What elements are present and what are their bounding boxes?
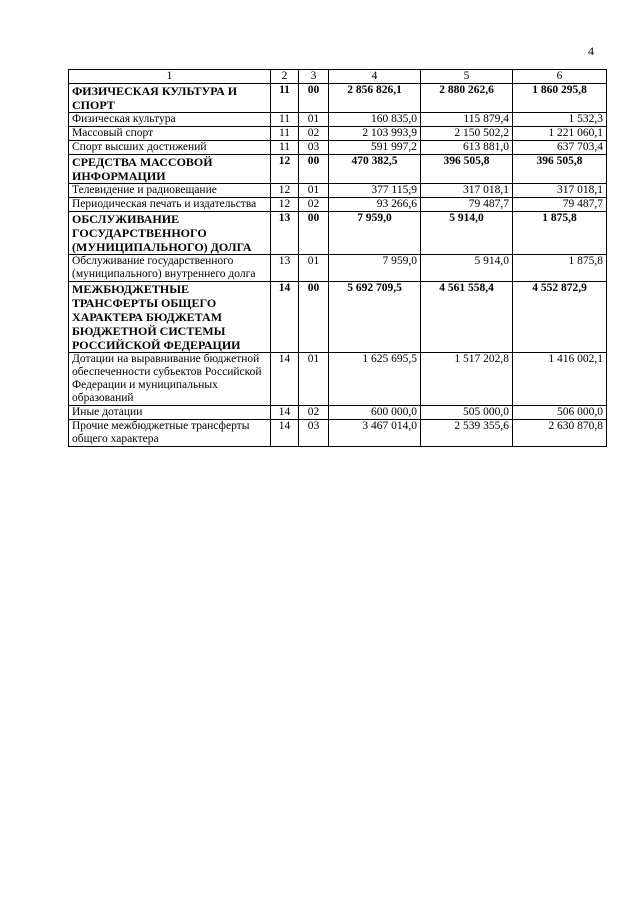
row-subsection-code: 02 <box>299 198 329 212</box>
budget-table <box>68 69 607 447</box>
row-subsection-code: 00 <box>299 282 329 353</box>
table-row <box>69 255 607 282</box>
row-subsection-code: 02 <box>299 406 329 420</box>
row-section-code: 13 <box>271 255 299 282</box>
row-name: Обслуживание государственного (муниципального) внутреннего долга <box>69 255 271 282</box>
row-value-1: 3 467 014,0 <box>329 420 421 447</box>
row-value-1: 377 115,9 <box>329 184 421 198</box>
row-value-3: 2 630 870,8 <box>513 420 607 447</box>
row-value-2: 1 517 202,8 <box>421 353 513 406</box>
row-name: МЕЖБЮДЖЕТНЫЕ ТРАНСФЕРТЫ ОБЩЕГО ХАРАКТЕРА БЮДЖЕТАМ БЮДЖЕТНОЙ СИСТЕМЫ РОССИЙСКОЙ ФЕДЕРАЦИИ <box>69 282 271 353</box>
row-name: Прочие межбюджетные трансферты общего характера <box>69 420 271 447</box>
row-value-2: 115 879,4 <box>421 113 513 127</box>
table-row-section <box>69 212 607 255</box>
row-name: Массовый спорт <box>69 127 271 141</box>
row-subsection-code: 02 <box>299 127 329 141</box>
row-name: ОБСЛУЖИВАНИЕ ГОСУДАРСТВЕННОГО (МУНИЦИПАЛЬНОГО) ДОЛГА <box>69 212 271 255</box>
row-section-code: 13 <box>271 212 299 255</box>
row-section-code: 12 <box>271 184 299 198</box>
row-value-1: 600 000,0 <box>329 406 421 420</box>
row-value-3: 637 703,4 <box>513 141 607 155</box>
row-value-2: 2 880 262,6 <box>421 84 513 113</box>
table-row-section <box>69 282 607 353</box>
row-subsection-code: 01 <box>299 353 329 406</box>
page-number: 4 <box>588 44 594 58</box>
row-section-code: 12 <box>271 155 299 184</box>
row-section-code: 11 <box>271 84 299 113</box>
row-section-code: 11 <box>271 141 299 155</box>
row-name: Физическая культура <box>69 113 271 127</box>
row-name: Иные дотации <box>69 406 271 420</box>
row-name: Периодическая печать и издательства <box>69 198 271 212</box>
header-cell: 4 <box>329 70 421 84</box>
row-value-1: 591 997,2 <box>329 141 421 155</box>
header-cell: 2 <box>271 70 299 84</box>
row-value-2: 5 914,0 <box>421 255 513 282</box>
row-name: Дотации на выравнивание бюджетной обеспеченности субъектов Российской Федерации и муниципальных образований <box>69 353 271 406</box>
row-value-3: 1 875,8 <box>513 255 607 282</box>
row-name: Спорт высших достижений <box>69 141 271 155</box>
row-value-2: 79 487,7 <box>421 198 513 212</box>
row-name: СРЕДСТВА МАССОВОЙ ИНФОРМАЦИИ <box>69 155 271 184</box>
row-section-code: 14 <box>271 406 299 420</box>
row-value-2: 2 150 502,2 <box>421 127 513 141</box>
table-row <box>69 184 607 198</box>
row-value-3: 1 875,8 <box>513 212 607 255</box>
row-value-3: 79 487,7 <box>513 198 607 212</box>
row-section-code: 14 <box>271 353 299 406</box>
row-value-1: 160 835,0 <box>329 113 421 127</box>
row-value-1: 470 382,5 <box>329 155 421 184</box>
row-subsection-code: 00 <box>299 84 329 113</box>
table-row <box>69 420 607 447</box>
row-name: Телевидение и радиовещание <box>69 184 271 198</box>
row-value-3: 1 416 002,1 <box>513 353 607 406</box>
row-value-1: 7 959,0 <box>329 212 421 255</box>
table-row <box>69 406 607 420</box>
row-value-1: 7 959,0 <box>329 255 421 282</box>
row-value-2: 505 000,0 <box>421 406 513 420</box>
row-value-1: 2 103 993,9 <box>329 127 421 141</box>
header-cell: 1 <box>69 70 271 84</box>
row-name: ФИЗИЧЕСКАЯ КУЛЬТУРА И СПОРТ <box>69 84 271 113</box>
header-cell: 5 <box>421 70 513 84</box>
row-value-3: 1 221 060,1 <box>513 127 607 141</box>
row-section-code: 14 <box>271 420 299 447</box>
row-value-2: 5 914,0 <box>421 212 513 255</box>
row-value-1: 5 692 709,5 <box>329 282 421 353</box>
row-section-code: 12 <box>271 198 299 212</box>
row-section-code: 11 <box>271 113 299 127</box>
row-value-2: 317 018,1 <box>421 184 513 198</box>
row-value-3: 4 552 872,9 <box>513 282 607 353</box>
row-value-1: 2 856 826,1 <box>329 84 421 113</box>
header-cell: 6 <box>513 70 607 84</box>
row-value-1: 1 625 695,5 <box>329 353 421 406</box>
row-subsection-code: 00 <box>299 212 329 255</box>
table-row <box>69 198 607 212</box>
row-subsection-code: 01 <box>299 113 329 127</box>
row-value-2: 4 561 558,4 <box>421 282 513 353</box>
row-value-3: 396 505,8 <box>513 155 607 184</box>
table-row-section <box>69 155 607 184</box>
table-row-section <box>69 84 607 113</box>
row-value-3: 1 860 295,8 <box>513 84 607 113</box>
row-value-3: 1 532,3 <box>513 113 607 127</box>
table-row <box>69 141 607 155</box>
row-subsection-code: 01 <box>299 255 329 282</box>
row-value-2: 613 881,0 <box>421 141 513 155</box>
row-value-1: 93 266,6 <box>329 198 421 212</box>
row-value-2: 2 539 355,6 <box>421 420 513 447</box>
row-subsection-code: 01 <box>299 184 329 198</box>
row-subsection-code: 03 <box>299 420 329 447</box>
table-row <box>69 127 607 141</box>
row-value-3: 506 000,0 <box>513 406 607 420</box>
table-row <box>69 353 607 406</box>
table-header-row <box>69 70 607 84</box>
header-cell: 3 <box>299 70 329 84</box>
row-section-code: 14 <box>271 282 299 353</box>
row-subsection-code: 00 <box>299 155 329 184</box>
table-row <box>69 113 607 127</box>
row-subsection-code: 03 <box>299 141 329 155</box>
row-section-code: 11 <box>271 127 299 141</box>
row-value-3: 317 018,1 <box>513 184 607 198</box>
row-value-2: 396 505,8 <box>421 155 513 184</box>
